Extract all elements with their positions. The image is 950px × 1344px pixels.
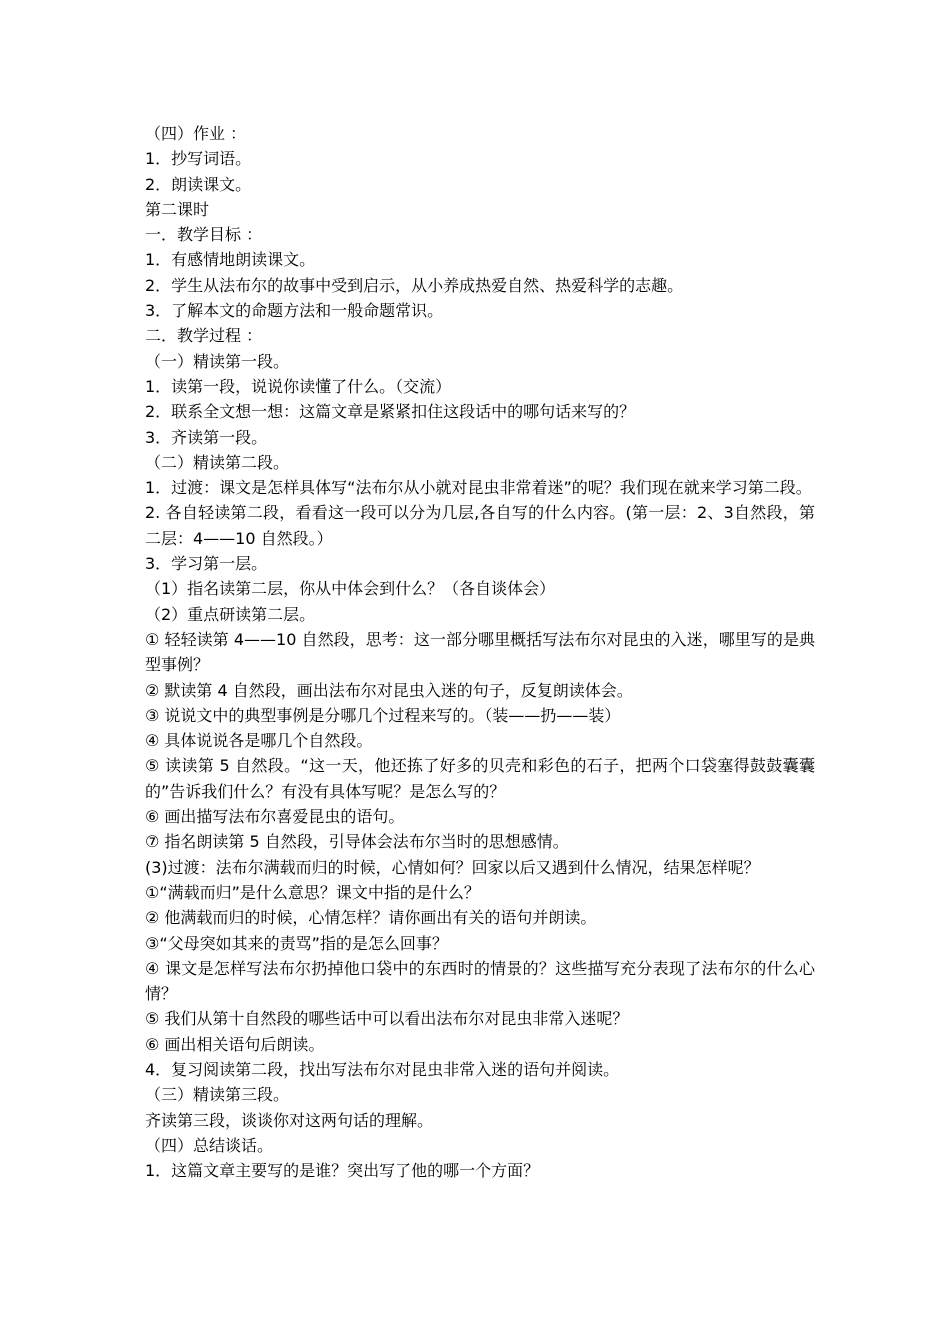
list-item: ④ 具体说说各是哪几个自然段。: [145, 731, 373, 751]
subsection-heading: （二）精读第二段。: [145, 452, 290, 472]
lesson-heading: 第二课时: [145, 199, 210, 219]
list-item: ⑦ 指名朗读第 5 自然段，引导体会法布尔当时的思想感情。: [145, 832, 569, 852]
subsection-heading: （四）总结谈话。: [145, 1135, 274, 1155]
section-heading: 二．教学过程 ：: [145, 326, 263, 346]
list-item: ② 默读第 4 自然段，画出法布尔对昆虫入迷的句子，反复朗读体会。: [145, 680, 633, 700]
list-item: 1．这篇文章主要写的是谁？突出写了他的哪一个方面？: [145, 1161, 540, 1181]
list-item: 2．联系全文想一想：这篇文章是紧紧扣住这段话中的哪句话来写的？: [145, 402, 636, 422]
document-body: [145, 121, 815, 1183]
list-item: 2．学生从法布尔的故事中受到启示，从小养成热爱自然、热爱科学的志趣。: [145, 275, 684, 295]
list-item: 1．有感情地朗读课文。: [145, 250, 316, 270]
subsection-heading: （三）精读第三段。: [145, 1085, 290, 1105]
list-item: ① 轻轻读第 4——10 自然段，思考：这一部分哪里概括写法布尔对昆虫的入迷，哪里写的是典型事例？: [145, 629, 815, 675]
list-item: (3)过渡：法布尔满载而归的时候，心情如何？回家以后又遇到什么情况，结果怎样呢？: [145, 857, 760, 877]
list-item: 齐读第三段，谈谈你对这两句话的理解。: [145, 1110, 434, 1130]
list-item: ② 他满载而归的时候，心情怎样？请你画出有关的语句并朗读。: [145, 908, 597, 928]
homework-heading: （四）作业 ：: [145, 124, 247, 143]
list-item: 4．复习阅读第二段，找出写法布尔对昆虫非常入迷的语句并阅读。: [145, 1059, 620, 1079]
list-item: ⑤ 我们从第十自然段的哪些话中可以看出法布尔对昆虫非常入迷呢？: [145, 1009, 629, 1029]
list-item: 2．朗读课文。: [145, 174, 252, 194]
list-item: 1．过渡：课文是怎样具体写“法布尔从小就对昆虫非常着迷”的呢？我们现在就来学习第二段。: [145, 478, 812, 498]
section-heading: 一．教学目标 ：: [145, 225, 263, 245]
list-item: 2. 各自轻读第二段，看看这一段可以分为几层,各自写的什么内容。(第一层：2、3自然段，第二层：4——10 自然段。）: [145, 503, 815, 548]
list-item: ①“满载而归”是什么意思？课文中指的是什么？: [145, 882, 480, 902]
list-item: 1．抄写词语。: [145, 149, 252, 169]
list-item: ④ 课文是怎样写法布尔扔掉他口袋中的东西时的情景的？这些描写充分表现了法布尔的什么心情？: [145, 958, 815, 1004]
list-item: ⑥ 画出相关语句后朗读。: [145, 1034, 325, 1054]
list-item: 3．齐读第一段。: [145, 427, 268, 447]
list-item: 3．学习第一层。: [145, 554, 268, 574]
list-item: （1）指名读第二层，你从中体会到什么？（各自谈体会）: [145, 579, 556, 599]
list-item: 3．了解本文的命题方法和一般命题常识。: [145, 301, 444, 321]
list-item: ③“父母突如其来的责骂”指的是怎么回事？: [145, 933, 448, 953]
list-item: （2）重点研读第二层。: [145, 604, 316, 624]
list-item: ⑥ 画出描写法布尔喜爱昆虫的语句。: [145, 807, 405, 827]
subsection-heading: （一）精读第一段。: [145, 351, 290, 371]
list-item: ③ 说说文中的典型事例是分哪几个过程来写的。（装——扔——装）: [145, 705, 621, 725]
list-item: ⑤ 读读第 5 自然段。“这一天，他还拣了好多的贝壳和彩色的石子，把两个口袋塞得鼓鼓囊囊的”告诉我们什么？有没有具体写呢？是怎么写的？: [145, 756, 815, 801]
list-item: 1．读第一段，说说你读懂了什么。（交流）: [145, 376, 452, 396]
